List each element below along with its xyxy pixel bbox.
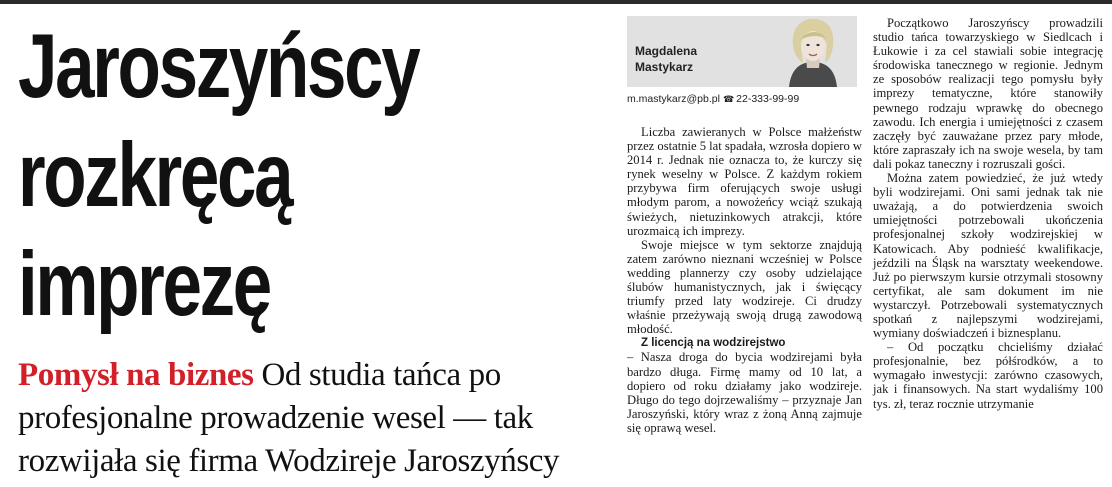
lead-paragraph (18, 354, 618, 483)
article-column-1 (627, 125, 862, 435)
author-photo (775, 16, 851, 87)
article-paragraph: Swoje miejsce w tym sektorze znajdują zatem zarówno nieznani wcześniej w Polsce wedding plannerzy czy osoby udzielające ślubów humanistycznych, jak i święcący triumfy przed laty wodzireje. Ci drudzy właśnie przeżywają swoją drugą zawodową młodość. (627, 237, 862, 337)
lead-text: Od studia tańca po profesjonalne prowadzenie wesel — tak rozwijała się firma Wodzireje Jaroszyńscy (18, 357, 560, 479)
author-box (627, 16, 857, 87)
author-name (635, 43, 775, 75)
headline-line-3: imprezę (18, 234, 270, 335)
headline-line-2: rozkręcą (18, 125, 292, 226)
headline-line-1: Jaroszyńscy (18, 16, 419, 117)
article-paragraph: Można zatem powiedzieć, że już wtedy byli wodzirejami. Oni sami jednak tak nie uważają, a do potwierdzenia swoich umiejętności potrzebowali ukończenia profesjonalnej szkoły wodzirejskiej w Katowicach. Aby podnieść kwalifikacje, jeździli na Śląsk na warsztaty weekendowe. Już po pierwszym kursie otrzymali stosowny certyfikat, ale sam dokument im nie wystarczył. Potrzebowali systematycznych spotkań z najlepszymi wodzirejami, wymiany doświadczeń i biznesplanu. (873, 171, 1103, 341)
author-last-name: Mastykarz (635, 60, 694, 74)
top-rule (0, 0, 1112, 4)
lead-kicker: Pomysł na biznes (18, 357, 254, 393)
author-contact (627, 93, 867, 105)
phone-icon: ☎ (722, 94, 735, 104)
article-paragraph: Początkowo Jaroszyńscy prowadzili studio tańca towarzyskiego w Siedlcach i Łukowie i za cel stawiali sobie integrację środowiska tanecznego w regionie. Jednym ze sposobów realizacji tego pomysłu były imprezy tematyczne, które stanowiły pewnego rodzaju wprawkę do obecnego zawodu. Ich energia i umiejętności z czasem zaczęły być zauważane przez pary młode, które zapraszały ich na swoje wesela, by tam dali pokaz taneczny i rozruszali gości. (873, 16, 1103, 171)
article-paragraph: – Od początku chcieliśmy działać profesjonalnie, bez półśrodków, a to wymagało inwestycji: zarówno czasowych, jak i finansowych. Na start wydaliśmy 100 tys. zł, teraz rocznie utrzymanie (873, 340, 1103, 411)
article-column-2 (873, 16, 1103, 411)
article-subheading: Z licencją na wodzirejstwo (641, 337, 786, 350)
author-first-name: Magdalena (635, 44, 698, 58)
article-paragraph: Liczba zawieranych w Polsce małżeństw przez ostatnie 5 lat spadała, wzrosła dopiero w 2014 r. Jednak nie oznacza to, że kurczy się rynek weselny w Polsce. Z każdym rokiem przybywa firm oferujących swoje usługi młodym parom, a nowożeńcy wciąż szukają świeżych, nietuzinkowych atrakcji, które urozmaicą ich imprezy. (627, 125, 862, 238)
article-paragraph: – Nasza droga do bycia wodzirejami była bardzo długa. Firmę mamy od 10 lat, a dopiero od roku działamy jako wodzireje. Długo do tego dojrzewaliśmy – przyznaje Jan Jaroszyński, który wraz z żoną Anną zajmuje się oprawą wesel. (627, 350, 862, 435)
author-email[interactable]: m.mastykarz@pb.pl (627, 93, 720, 105)
headline (18, 12, 419, 339)
author-phone: 22-333-99-99 (736, 93, 800, 105)
author-photo-illustration (775, 16, 851, 87)
